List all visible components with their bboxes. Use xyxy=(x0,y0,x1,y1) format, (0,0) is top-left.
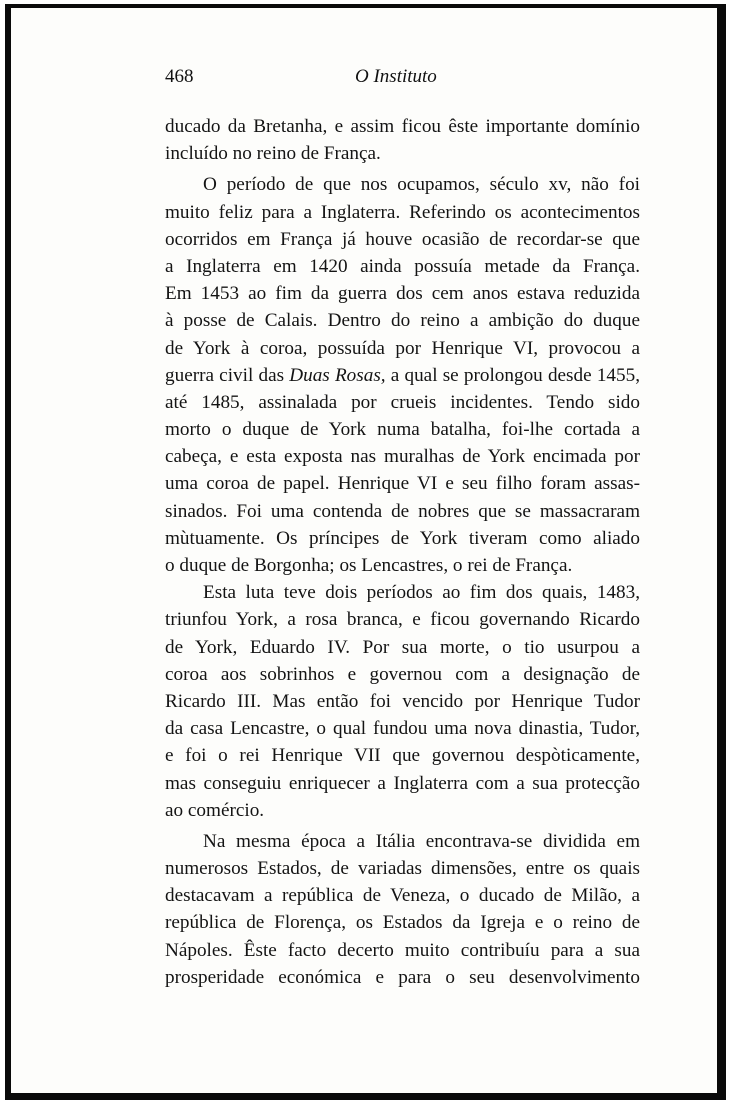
text-line: prosperidade económica e para o seu desenvolvimento xyxy=(165,966,640,988)
text-line: coroa aos sobrinhos e governou com a designação de xyxy=(165,663,640,685)
text-line: até 1485, assinalada por crueis incidentes. Tendo sido xyxy=(165,391,640,413)
text-line: mùtuamente. Os príncipes de York tiveram como aliado xyxy=(165,527,640,549)
page-header xyxy=(165,66,640,94)
italic-title: Duas Rosas, xyxy=(289,364,386,386)
text-line: cabeça, e esta exposta nas muralhas de York encimada por xyxy=(165,446,640,468)
text-line: morto o duque de York numa batalha, foi-lhe cortada a xyxy=(165,419,640,441)
text-line: O período de que nos ocupamos, século xv, não foi xyxy=(203,174,640,196)
text-line: Ricardo III. Mas então foi vencido por Henrique Tudor xyxy=(165,690,640,712)
text-segment: a qual se prolongou desde 1455, xyxy=(385,364,640,386)
text-line-with-italic xyxy=(165,362,640,389)
text-line: república de Florença, os Estados da Igreja e o reino de xyxy=(165,912,640,934)
text-line: muito feliz para a Inglaterra. Referindo os acontecimentos xyxy=(165,201,640,223)
text-line: ao comércio. xyxy=(165,799,265,821)
text-line: Em 1453 ao fim da guerra dos cem anos estava reduzida xyxy=(165,283,640,305)
running-title: O Instituto xyxy=(355,66,437,87)
text-line: da casa Lencastre, o qual fundou uma nova dinastia, Tudor, xyxy=(165,718,640,740)
text-line: destacavam a república de Veneza, o ducado de Milão, a xyxy=(165,885,640,907)
text-line: incluído no reino de França. xyxy=(165,143,381,165)
text-line: sinados. Foi uma contenda de nobres que se massacraram xyxy=(165,500,640,522)
text-line: triunfou York, a rosa branca, e ficou governando Ricardo xyxy=(165,609,640,631)
text-line: ducado da Bretanha, e assim ficou êste importante domínio xyxy=(165,116,640,137)
body-text xyxy=(165,113,640,991)
text-line: à posse de Calais. Dentro do reino a ambição do duque xyxy=(165,310,640,332)
text-line: mas conseguiu enriquecer a Inglaterra com a sua protecção xyxy=(165,772,640,794)
page-number: 468 xyxy=(165,66,194,87)
text-line: de York, Eduardo IV. Por sua morte, o tio usurpou a xyxy=(165,636,640,658)
text-line: Nápoles. Êste facto decerto muito contribuíu para a sua xyxy=(165,939,640,961)
text-line: o duque de Borgonha; os Lencastres, o rei de França. xyxy=(165,555,573,576)
text-line: Esta luta teve dois períodos ao fim dos quais, 1483, xyxy=(203,582,640,604)
text-line: e foi o rei Henrique VII que governou despòticamente, xyxy=(165,745,640,767)
text-line: Na mesma época a Itália encontrava-se dividida em xyxy=(203,830,640,852)
text-line: a Inglaterra em 1420 ainda possuía metade da França. xyxy=(165,255,640,277)
text-line: numerosos Estados, de variadas dimensões, entre os quais xyxy=(165,858,640,880)
text-line: ocorridos em França já houve ocasião de recordar-se que xyxy=(165,228,640,250)
text-segment: guerra civil das xyxy=(165,364,290,386)
text-line: de York à coroa, possuída por Henrique VI, provocou a xyxy=(165,337,640,359)
text-line: uma coroa de papel. Henrique VI e seu filho foram assas- xyxy=(165,473,640,495)
